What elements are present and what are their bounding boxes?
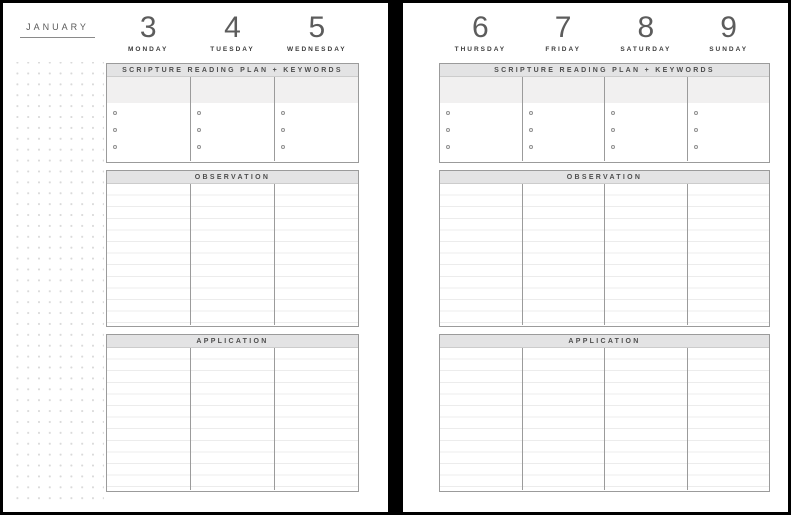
observation-body [107, 184, 358, 325]
observation-section [106, 170, 359, 327]
day-header [190, 12, 274, 60]
keyword-band [523, 77, 605, 103]
day-header [439, 12, 522, 60]
ruled-column [604, 184, 687, 325]
day-header-row [439, 12, 770, 60]
scripture-body [107, 77, 358, 161]
keyword-band [107, 77, 190, 103]
ruled-column [440, 348, 522, 490]
ruled-column [687, 348, 770, 490]
ruled-column [440, 184, 522, 325]
checkbox-circle [281, 128, 285, 132]
checkbox-circle [113, 111, 117, 115]
ruled-column [190, 184, 274, 325]
ruled-column [522, 348, 605, 490]
scripture-section [439, 63, 770, 163]
section-title: OBSERVATION [107, 171, 358, 184]
ruled-column [190, 348, 274, 490]
date-number: 4 [224, 11, 241, 44]
checkbox-circle [529, 128, 533, 132]
section-title: OBSERVATION [440, 171, 769, 184]
scripture-column [522, 77, 605, 161]
section-title: SCRIPTURE READING PLAN + KEYWORDS [107, 64, 358, 77]
day-header [605, 12, 688, 60]
checkbox-circle [611, 145, 615, 149]
reading-checklist [191, 103, 274, 149]
ruled-column [274, 184, 358, 325]
date-number: 8 [637, 11, 655, 44]
section-title: APPLICATION [440, 335, 769, 348]
ruled-column [522, 184, 605, 325]
observation-body [440, 184, 769, 325]
reading-checklist [688, 103, 770, 149]
scripture-body [440, 77, 769, 161]
scripture-column [107, 77, 190, 161]
checkbox-circle [529, 111, 533, 115]
date-number: 9 [720, 11, 737, 44]
ruled-column [274, 348, 358, 490]
day-header [275, 12, 359, 60]
checkbox-circle [113, 145, 117, 149]
reading-checklist [523, 103, 605, 149]
section-title: SCRIPTURE READING PLAN + KEYWORDS [440, 64, 769, 77]
weekday-label: TUESDAY [210, 46, 255, 53]
weekday-label: THURSDAY [454, 46, 507, 53]
checkbox-circle [197, 111, 201, 115]
application-body [440, 348, 769, 490]
checkbox-circle [611, 128, 615, 132]
keyword-band [191, 77, 274, 103]
reading-checklist [275, 103, 358, 149]
application-body [107, 348, 358, 490]
book-spine [388, 0, 403, 512]
keyword-band [275, 77, 358, 103]
keyword-band [688, 77, 770, 103]
checkbox-circle [281, 111, 285, 115]
keyword-band [605, 77, 687, 103]
date-number: 3 [139, 11, 157, 44]
reading-checklist [440, 103, 522, 149]
weekday-label: WEDNESDAY [286, 46, 347, 53]
keyword-band [440, 77, 522, 103]
checkbox-circle [694, 111, 698, 115]
date-number: 6 [472, 11, 489, 44]
scripture-column [274, 77, 358, 161]
checkbox-circle [611, 111, 615, 115]
day-header [522, 12, 605, 60]
date-number: 5 [308, 11, 326, 44]
weekday-label: FRIDAY [545, 46, 581, 53]
scripture-column [604, 77, 687, 161]
ruled-column [687, 184, 770, 325]
weekday-label: SATURDAY [620, 46, 672, 53]
checkbox-circle [113, 128, 117, 132]
month-label: JANUARY [20, 22, 95, 38]
checkbox-circle [694, 128, 698, 132]
day-header-row [106, 12, 359, 60]
scripture-column [190, 77, 274, 161]
checkbox-circle [446, 111, 450, 115]
reading-checklist [605, 103, 687, 149]
checkbox-circle [446, 128, 450, 132]
section-title: APPLICATION [107, 335, 358, 348]
checkbox-circle [197, 128, 201, 132]
ruled-column [107, 348, 190, 490]
scripture-column [687, 77, 770, 161]
observation-section [439, 170, 770, 327]
day-header [106, 12, 190, 60]
reading-checklist [107, 103, 190, 149]
ruled-column [604, 348, 687, 490]
checkbox-circle [694, 145, 698, 149]
checkbox-circle [529, 145, 533, 149]
application-section [439, 334, 770, 492]
weekday-label: SUNDAY [709, 46, 749, 53]
ruled-column [107, 184, 190, 325]
date-number: 7 [554, 11, 572, 44]
dot-grid-margin [8, 62, 104, 505]
application-section [106, 334, 359, 492]
scripture-column [440, 77, 522, 161]
checkbox-circle [281, 145, 285, 149]
weekday-label: MONDAY [128, 46, 169, 53]
scripture-section [106, 63, 359, 163]
day-header [687, 12, 770, 60]
checkbox-circle [197, 145, 201, 149]
checkbox-circle [446, 145, 450, 149]
